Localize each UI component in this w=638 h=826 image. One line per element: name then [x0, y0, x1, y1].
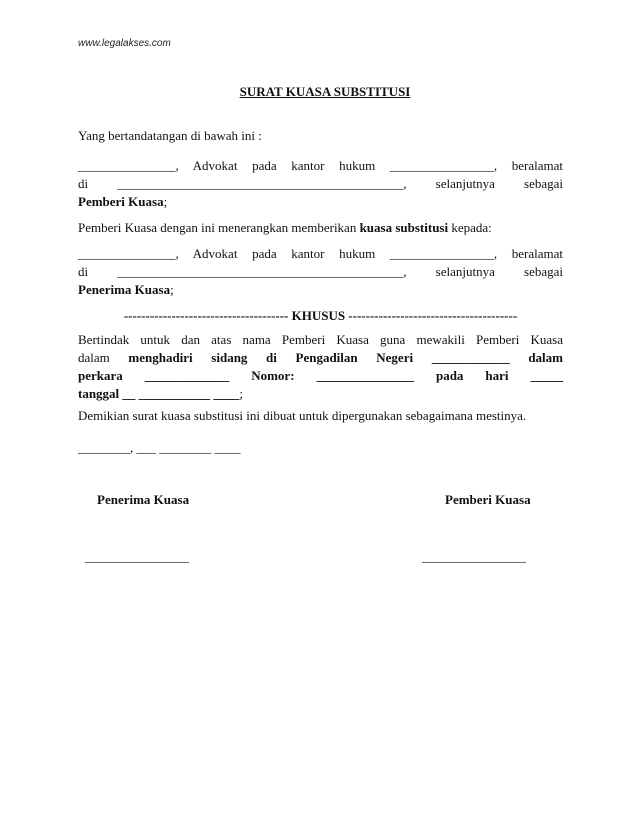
principal-line-2-tail: , selanjutnya sebagai [403, 176, 564, 191]
substitute-line-2-tail: , selanjutnya sebagai [403, 264, 564, 279]
grant-paragraph [78, 219, 563, 237]
principal-mid-text: Advokat pada kantor hukum [178, 158, 390, 173]
grant-end: kepada: [448, 220, 492, 235]
signature-label-substitute: Penerima Kuasa [97, 492, 190, 507]
principal-tail-text: beralamat [497, 158, 563, 173]
principal-role-line [78, 193, 563, 211]
mandate-line-4-bold: tanggal __ ___________ ____ [78, 386, 240, 401]
khusus-divider: -------------------------------------- KHUSUS --------------------------------------- [123, 308, 518, 323]
principal-line-2 [78, 175, 563, 193]
substitute-line-2 [78, 263, 563, 281]
principal-line-1 [78, 157, 563, 175]
substitute-address-blank: ____________________________________________ [117, 264, 404, 279]
closing-text: Demikian surat kuasa substitusi ini dibuat untuk dipergunakan sebagaimana mestinya. [78, 408, 527, 423]
mandate-line-2-start: dalam [78, 350, 129, 365]
substitute-office-blank: ________________, [389, 246, 498, 261]
substitute-role: Penerima Kuasa [78, 282, 171, 297]
document-title: SURAT KUASA SUBSTITUSI [239, 84, 411, 99]
signature-line-substitute: ________________ [85, 549, 189, 564]
mandate-paragraph [78, 331, 563, 403]
principal-address-blank: ____________________________________________ [117, 176, 404, 191]
header-url: www.legalakses.com [78, 38, 171, 49]
principal-name-blank: _______________, [78, 158, 179, 173]
intro-paragraph [78, 127, 563, 145]
mandate-line-1: Bertindak untuk dan atas nama Pemberi Kuasa guna mewakili Pemberi Kuasa [78, 332, 563, 347]
signature-line-principal: ________________ [422, 549, 526, 564]
grant-bold: kuasa substitusi [359, 220, 449, 235]
mandate-line-3 [78, 367, 563, 385]
substitute-tail-text: beralamat [497, 246, 563, 261]
substitute-role-end: ; [170, 282, 174, 297]
signature-label-principal: Pemberi Kuasa [445, 492, 531, 507]
mandate-line-4 [78, 385, 563, 403]
substitute-mid-text: Advokat pada kantor hukum [178, 246, 390, 261]
intro-text: Yang bertandatangan di bawah ini : [78, 128, 262, 143]
closing-paragraph [78, 407, 563, 425]
mandate-line-2 [78, 349, 563, 367]
grant-text [78, 219, 563, 237]
substitute-role-line [78, 281, 563, 299]
principal-office-blank: ________________, [389, 158, 498, 173]
substitute-name-blank: _______________, [78, 246, 179, 261]
substitute-paragraph [78, 245, 563, 299]
substitute-di: di [78, 264, 89, 279]
principal-role: Pemberi Kuasa [78, 194, 164, 209]
principal-role-end: ; [163, 194, 168, 209]
mandate-line-3-bold: perkara _____________ Nomor: _______________ pada hari _____ [78, 368, 563, 383]
principal-di: di [78, 176, 89, 191]
grant-intro: Pemberi Kuasa dengan ini menerangkan memberikan [78, 220, 360, 235]
mandate-line-4-end: ; [239, 386, 244, 401]
mandate-line-2-bold: menghadiri sidang di Pengadilan Negeri ____________ dalam [128, 350, 563, 365]
principal-paragraph [78, 157, 563, 211]
substitute-line-1 [78, 245, 563, 263]
place-date-line: ________, ___ ________ ____ [78, 440, 241, 455]
